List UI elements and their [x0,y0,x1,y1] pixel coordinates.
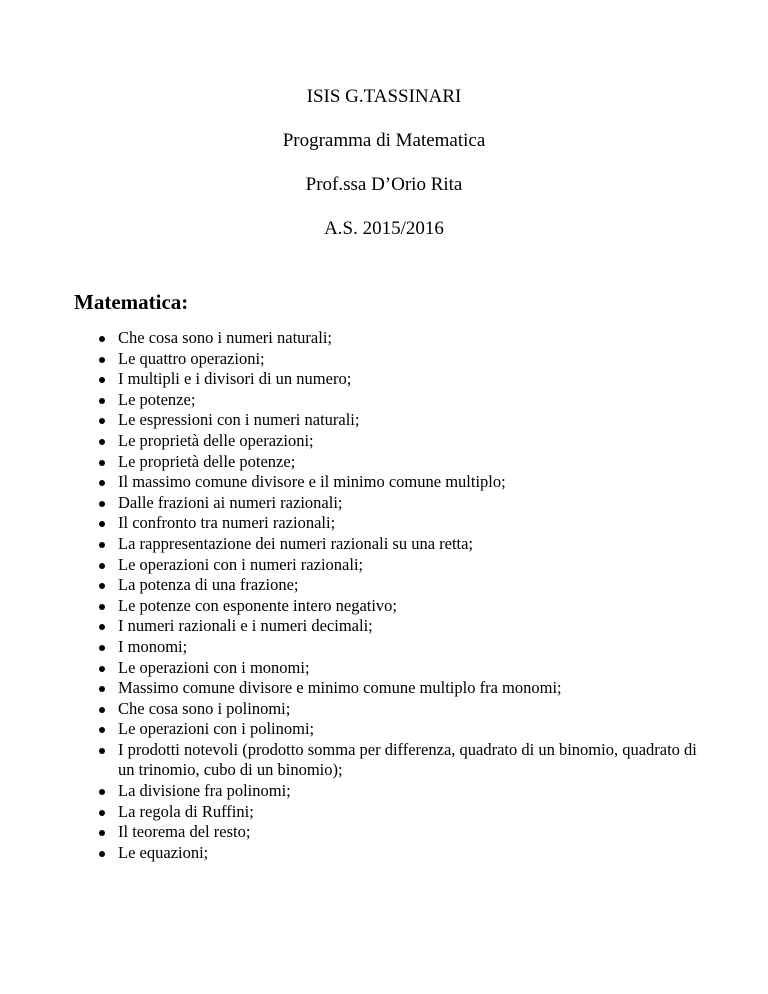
list-item [0,369,768,390]
bullet-icon [99,563,105,569]
list-item [0,472,768,493]
list-item [0,390,768,411]
list-item [0,596,768,617]
list-item [0,493,768,514]
list-item [0,328,768,349]
list-item-text: Il teorema del resto; [118,822,251,842]
list-item-text: La divisione fra polinomi; [118,781,291,801]
list-item-text: I numeri razionali e i numeri decimali; [118,616,373,636]
bullet-icon [99,357,105,363]
list-item [0,534,768,555]
bullet-icon [99,707,105,713]
list-item-text: Le potenze; [118,389,196,409]
list-item [0,843,768,864]
bullet-icon [99,480,105,486]
program-title: Programma di Matematica [282,130,486,151]
bullet-icon [99,398,105,404]
list-item [0,555,768,576]
list-item [0,410,768,431]
bullet-icon [99,645,105,651]
list-item-text: I monomi; [118,636,188,656]
list-item [0,781,768,802]
bullet-icon [99,377,105,383]
list-item [0,740,768,781]
bullet-icon [99,810,105,816]
list-item [0,658,768,679]
list-item [0,349,768,370]
bullet-icon [99,542,105,548]
list-item [0,822,768,843]
bullet-icon [99,789,105,795]
bullet-icon [99,624,105,630]
topic-list [0,328,768,863]
bullet-icon [99,439,105,445]
list-item-text: Le espressioni con i numeri naturali; [118,410,360,430]
list-item-text: Il confronto tra numeri razionali; [118,513,336,533]
teacher-name: Prof.ssa D’Orio Rita [305,174,463,195]
list-item [0,637,768,658]
bullet-icon [99,666,105,672]
list-item-text: Le operazioni con i numeri razionali; [118,554,364,574]
school-name: ISIS G.TASSINARI [306,86,462,107]
list-item-text: Le proprietà delle operazioni; [118,430,314,450]
bullet-icon [99,851,105,857]
bullet-icon [99,501,105,507]
list-item [0,719,768,740]
list-item [0,616,768,637]
list-item [0,452,768,473]
bullet-icon [99,418,105,424]
list-item-text: Le proprietà delle potenze; [118,451,296,471]
school-year: A.S. 2015/2016 [324,218,444,239]
list-item-text: I multipli e i divisori di un numero; [118,369,352,389]
bullet-icon [99,748,105,754]
list-item-text: La rappresentazione dei numeri razionali su una retta; [118,533,474,553]
bullet-icon [99,460,105,466]
bullet-icon [99,686,105,692]
list-item-text: Le quattro operazioni; [118,348,265,368]
list-item-text: Le potenze con esponente intero negativo; [118,595,398,615]
list-item-text: Le operazioni con i polinomi; [118,719,315,739]
list-item [0,431,768,452]
bullet-icon [99,604,105,610]
section-title: Matematica: [74,290,189,314]
list-item-text: Il massimo comune divisore e il minimo comune multiplo; [118,472,506,492]
list-item-text: Dalle frazioni ai numeri razionali; [118,492,343,512]
list-item-text: La regola di Ruffini; [118,801,254,821]
bullet-icon [99,336,105,342]
list-item [0,802,768,823]
list-item [0,575,768,596]
bullet-icon [99,727,105,733]
list-item-text: Che cosa sono i numeri naturali; [118,328,332,347]
bullet-icon [99,583,105,589]
list-item-text: Massimo comune divisore e minimo comune multiplo fra monomi; [118,678,562,698]
document-header [0,84,768,260]
list-item-text: I prodotti notevoli (prodotto somma per differenza, quadrato di un binomio, quadrato di un trinomio, cubo di un binomio); [118,739,697,780]
bullet-icon [99,830,105,836]
list-item [0,699,768,720]
bullet-icon [99,521,105,527]
list-item-text: La potenza di una frazione; [118,575,299,595]
list-item-text: Le operazioni con i monomi; [118,657,310,677]
list-item [0,678,768,699]
list-item [0,513,768,534]
list-item-text: Le equazioni; [118,842,209,862]
list-item-text: Che cosa sono i polinomi; [118,698,291,718]
